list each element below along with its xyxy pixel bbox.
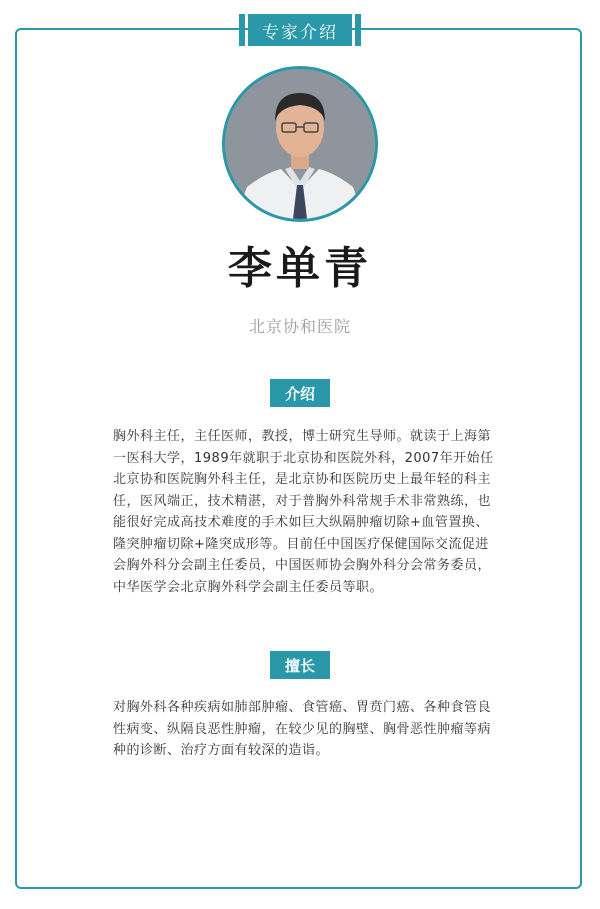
doctor-avatar (222, 66, 378, 222)
doctor-portrait-illustration (225, 69, 375, 219)
intro-text: 胸外科主任，主任医师，教授，博士研究生导师。就读于上海第一医科大学，1989年就职于北京协和医院外科，2007年开始任北京协和医院胸外科主任，是北京协和医院历史上最年轻的科主任，医风端正，技术精湛，对于普胸外科常规手术非常熟练，也能很好完成高技术难度的手术如巨大纵隔肿瘤切除+血管置换、隆突肿瘤切除+隆突成形等。目前任中国医疗保健国际交流促进会胸外科分会副主任委员，中国医师协会胸外科分会常务委员，中华医学会北京胸外科学会副主任委员等职。 (113, 429, 494, 595)
section-header-label: 专家介绍 (262, 22, 338, 43)
section-header-tag (248, 14, 352, 46)
doctor-hospital: 北京协和医院 (248, 317, 351, 336)
specialty-text: 对胸外科各种疾病如肺部肿瘤、食管癌、胃贲门癌、各种食管良性病变、纵隔良恶性肿瘤，在较少见的胸壁、胸骨恶性肿瘤等病种的诊断、治疗方面有较深的造诣。 (113, 700, 492, 758)
specialty-label: 擅长 (270, 651, 330, 679)
intro-label: 介绍 (270, 379, 330, 407)
doctor-name: 李单青 (228, 243, 372, 294)
